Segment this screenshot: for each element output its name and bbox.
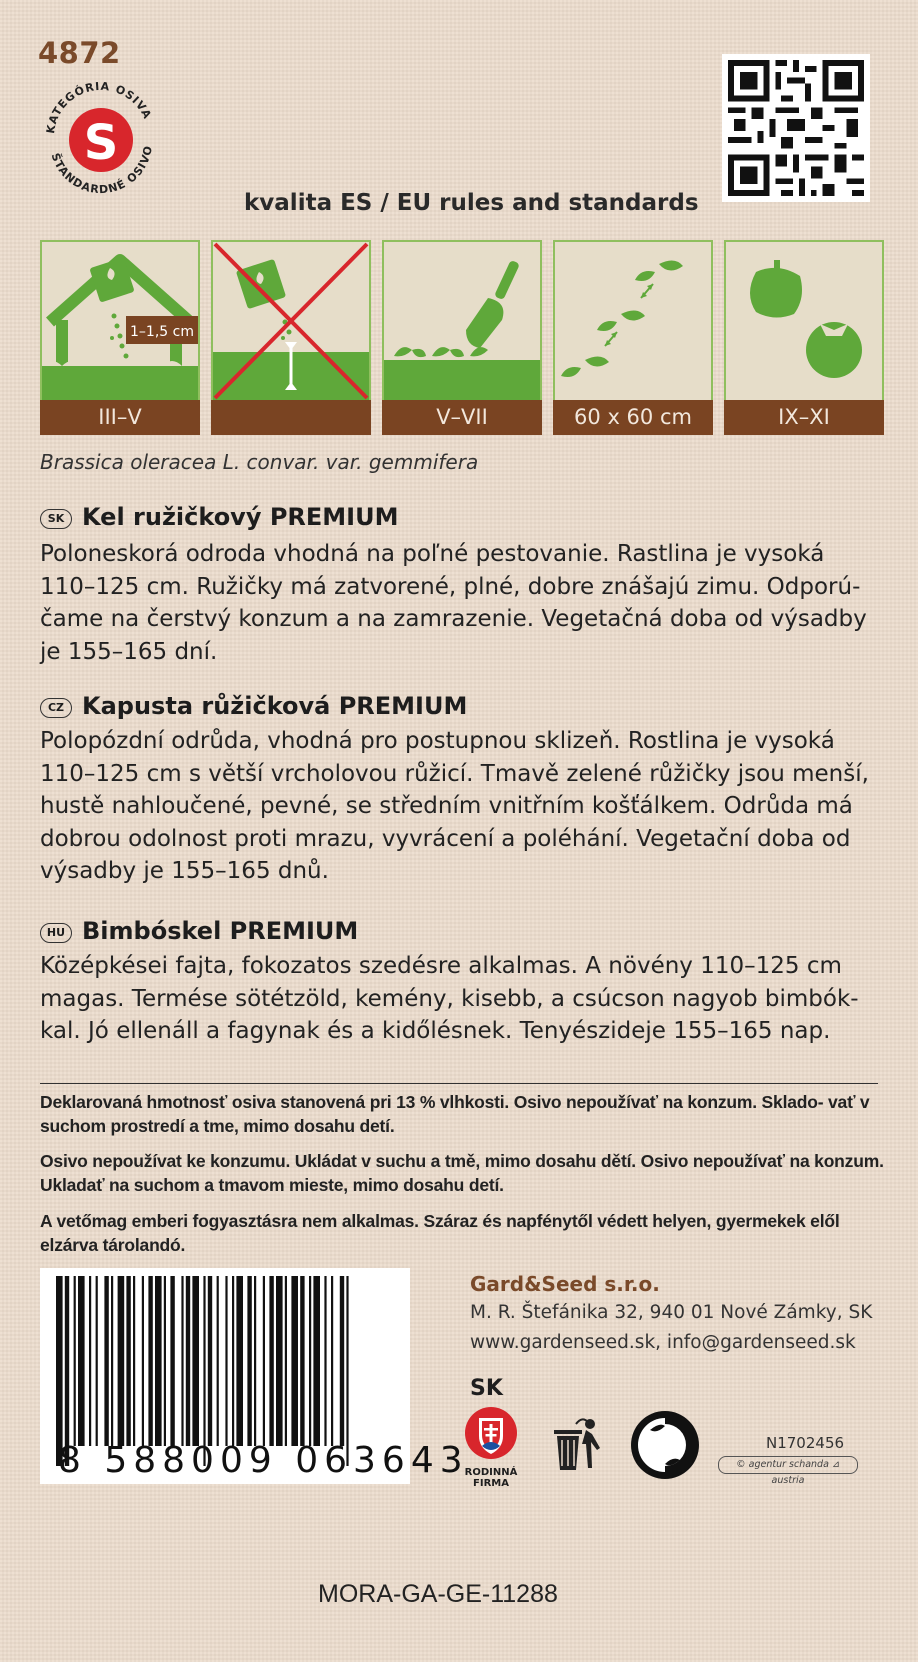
seed-category-badge <box>34 70 169 205</box>
barcode-bar <box>217 1276 219 1446</box>
company-contact[interactable]: www.gardenseed.sk, info@gardenseed.sk <box>470 1332 856 1353</box>
plant-spacing-icon <box>555 242 711 400</box>
harvest-vegetables-icon <box>726 242 882 400</box>
quality-statement: kvalita ES / EU rules and standards <box>244 190 699 216</box>
footer-code: MORA-GA-GE-11288 <box>318 1580 558 1608</box>
barcode-bar <box>65 1276 69 1466</box>
barcode-bar <box>186 1276 190 1446</box>
barcode-number: 8 588009 063643 <box>58 1440 469 1481</box>
barcode-bar <box>324 1276 326 1446</box>
country-label: SK <box>470 1376 503 1401</box>
barcode-bar <box>247 1276 251 1446</box>
barcode-bar <box>170 1276 174 1446</box>
barcode-bar <box>78 1276 85 1446</box>
barcode-bar <box>111 1276 113 1446</box>
step-spacing <box>553 240 713 435</box>
step-spacing-value: 60 x 60 cm <box>553 400 713 435</box>
divider <box>40 1083 878 1084</box>
barcode-bar <box>192 1276 199 1446</box>
barcode-bar <box>164 1276 166 1446</box>
barcode-bar <box>142 1276 144 1446</box>
barcode-bar <box>263 1276 265 1446</box>
barcode-bar <box>269 1276 273 1446</box>
barcode-bar <box>225 1276 227 1446</box>
step-period: V–VII <box>382 400 542 435</box>
sowing-depth: 1–1,5 cm <box>130 324 194 340</box>
recycle-bin-icon <box>548 1414 606 1479</box>
barcode-bar <box>89 1276 91 1446</box>
barcode-bar <box>331 1276 333 1446</box>
svg-text:KATEGÓRIA OSIVA: KATEGÓRIA OSIVA <box>43 79 155 135</box>
barcode-bar <box>126 1276 130 1446</box>
barcode-bar <box>346 1276 348 1466</box>
barcode-bar <box>208 1276 212 1446</box>
barcode-bar <box>313 1276 320 1446</box>
barcode-bar <box>285 1276 287 1446</box>
warning-hu: A vetőmag emberi fogyasztásra nem alkalmas. Száraz és napfénytől védett helyen, gyermekek elől elzárva tárolandó. <box>40 1211 840 1255</box>
barcode-bar <box>74 1276 76 1446</box>
barcode-bar <box>309 1276 311 1446</box>
barcode-bar <box>96 1276 98 1446</box>
greenhouse-sowing-icon <box>42 242 198 400</box>
product-code: 4872 <box>38 36 121 70</box>
description-sk: Poloneskorá odroda vhodná na poľné pestovanie. Rastlina je vysoká 110–125 cm. Ružičky má zatvorené, plné, dobre znášajú zimu. Odporú- čame na čerstvý konzum a na zamrazenie. Vegetačná doba od výsadby je 155–165 dní. <box>40 541 867 665</box>
agency-label: © agentur schanda ⊿ austria <box>718 1456 858 1474</box>
language-badge-cz: CZ <box>40 698 72 718</box>
language-badge-hu: HU <box>40 923 72 943</box>
barcode-bar <box>276 1276 283 1446</box>
svg-text:ŠTANDARDNÉ OSIVO: ŠTANDARDNÉ OSIVO <box>48 144 156 197</box>
qr-code[interactable] <box>722 54 870 202</box>
step-harvest <box>724 240 884 435</box>
barcode-bar <box>118 1276 125 1446</box>
category-letter: S <box>83 115 119 171</box>
barcode-bar <box>254 1276 256 1446</box>
barcode-bar <box>203 1276 205 1466</box>
green-dot-icon <box>630 1410 700 1485</box>
slovak-family-firm-icon <box>462 1404 520 1462</box>
barcode-bar <box>236 1276 243 1446</box>
barcode-bar <box>104 1276 108 1446</box>
step-direct-sowing <box>211 240 371 435</box>
barcode-bar <box>56 1276 63 1466</box>
company-address: M. R. Štefánika 32, 940 01 Nové Zámky, SK <box>470 1302 873 1323</box>
barcode-bar <box>181 1276 183 1446</box>
step-period: IX–XI <box>724 400 884 435</box>
barcode-bar <box>155 1276 162 1446</box>
barcode-bar <box>133 1276 135 1446</box>
barcode-bar <box>232 1276 234 1446</box>
section-title-sk: SK Kel ružičkový PREMIUM <box>40 503 398 531</box>
barcode-bar <box>340 1276 344 1446</box>
description-cz: Polopózdní odrůda, vhodná pro postupnou sklizeň. Rostlina je vysoká 110–125 cm s větší vrcholovou růžicí. Tmavě zelené růžičky jsou menší, hustě nahloučené, pevné, se středním vnitřním košťálkem. Odrůda má dobrou odolnost proti mrazu, vyvrácení a poléhání. Vegetační doba od výsadby je 155–165 dnů. <box>40 728 869 884</box>
warning-cz-sk: Osivo nepoužívat ke konzumu. Ukládat v suchu a tmě, mimo dosahu dětí. Osivo nepoužívať na konzum. Ukladať na suchom a tmavom mieste, mimo dosahu detí. <box>40 1151 884 1195</box>
trowel-planting-icon <box>384 242 540 400</box>
description-hu: Középkései fajta, fokozatos szedésre alkalmas. A növény 110–125 cm magas. Termése sötétzöld, kemény, kisebb, a csúcson nagyob bimbók- kal. Jó ellenáll a fagynak és a kidőlésnek. Tenyészideje 155–165 nap. <box>40 953 859 1044</box>
step-period: III–V <box>40 400 200 435</box>
step-period <box>211 400 371 435</box>
agency-number: N1702456 <box>766 1434 845 1452</box>
company-name: Gard&Seed s.r.o. <box>470 1272 660 1296</box>
language-badge-sk: SK <box>40 509 72 529</box>
section-title-cz: CZ Kapusta růžičková PREMIUM <box>40 692 467 720</box>
barcode-bar <box>148 1276 152 1446</box>
section-title-hu: HU Bimbóskel PREMIUM <box>40 917 358 945</box>
family-firm-logo <box>462 1404 520 1489</box>
step-planting <box>382 240 542 435</box>
barcode-bar <box>300 1276 304 1446</box>
step-greenhouse-sowing <box>40 240 200 435</box>
warning-sk: Deklarovaná hmotnosť osiva stanovená pri 13 % vlhkosti. Osivo nepoužívať na konzum. Sklado- vať v suchom prostredí a tme, mimo dosahu detí. <box>40 1092 870 1136</box>
barcode-bar <box>291 1276 298 1446</box>
direct-sowing-crossed-icon <box>213 242 369 400</box>
family-firm-label: RODINNÁ FIRMA <box>464 1467 518 1489</box>
latin-name: Brassica oleracea L. convar. var. gemmifera <box>40 450 479 474</box>
